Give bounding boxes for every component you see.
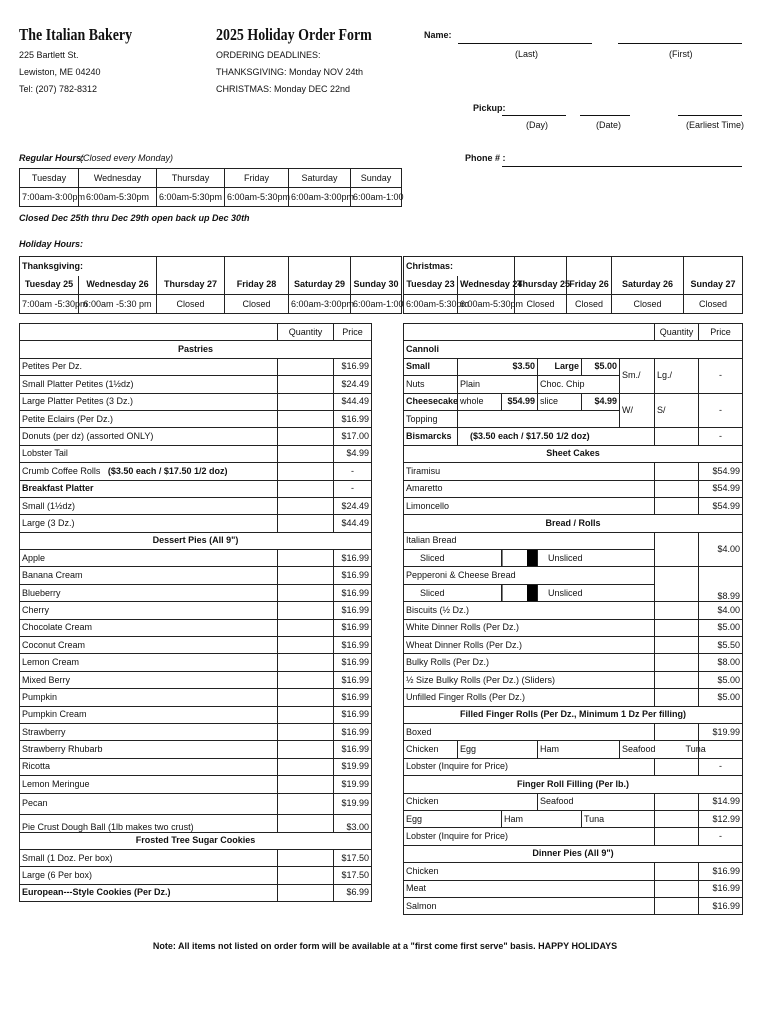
item-price: $19.99 (334, 776, 372, 793)
deadlines-label: ORDERING DEADLINES: (216, 50, 321, 60)
hours-cell: 6:00am-1:00 (351, 188, 402, 207)
item-name: Tiramisu (404, 463, 655, 480)
quantity-cell[interactable] (278, 671, 334, 688)
item-name: Bulky Rolls (Per Dz.) (404, 654, 655, 671)
quantity-cell[interactable] (278, 567, 334, 584)
quantity-cell[interactable] (655, 532, 699, 567)
quantity-cell[interactable] (278, 358, 334, 375)
last-caption: (Last) (515, 49, 539, 59)
cheesecake-whole-qty[interactable]: W/ (620, 393, 655, 428)
item-name: Lemon Meringue (20, 776, 278, 793)
quantity-cell[interactable] (655, 602, 699, 619)
item-price: - (334, 480, 372, 497)
thanksgiving-deadline: THANKSGIVING: Monday NOV 24th (216, 67, 364, 77)
item-name: Chicken (404, 863, 655, 880)
sliced-checkbox[interactable] (502, 584, 538, 601)
whole-option[interactable]: whole (458, 393, 502, 410)
item-name: Wheat Dinner Rolls (Per Dz.) (404, 637, 655, 654)
item-name: Biscuits (½ Dz.) (404, 602, 655, 619)
quantity-header: Quantity (655, 324, 699, 341)
price-header: Price (699, 324, 743, 341)
hours-cell: 6:00am-1:00 (351, 295, 402, 314)
item-price: - (699, 428, 743, 445)
item-name: Meat (404, 880, 655, 897)
item-name: Lobster Tail (20, 445, 278, 462)
item-name: Banana Cream (20, 567, 278, 584)
unsliced-option[interactable]: Unsliced (538, 584, 655, 601)
dessert-pies-header: Dessert Pies (All 9") (20, 532, 372, 549)
item-name: Small (1½dz) (20, 497, 278, 514)
item-price: $4.00 (699, 602, 743, 619)
item-name: Lemon Cream (20, 654, 278, 671)
quantity-cell[interactable] (655, 428, 699, 445)
egg-option[interactable]: Egg (458, 741, 538, 758)
item-name: Pepperoni & Cheese Bread (404, 567, 655, 584)
item-price: - (699, 358, 743, 393)
item-name: Large Platter Petites (3 Dz.) (20, 393, 278, 410)
quantity-cell[interactable] (278, 584, 334, 601)
item-price: $4.00 (699, 532, 743, 567)
regular-hours-table (19, 168, 402, 207)
item-price: $4.99 (334, 445, 372, 462)
topping-field[interactable] (458, 410, 620, 427)
item-price: $17.00 (334, 428, 372, 445)
hours-cell: Closed (225, 295, 289, 314)
day-cell: Saturday 29 (289, 276, 351, 295)
item-price: $5.50 (699, 637, 743, 654)
pickup-time-field[interactable] (678, 115, 742, 116)
cannoli-small-qty[interactable]: Sm./ (620, 358, 655, 393)
item-price: $16.99 (334, 602, 372, 619)
hours-cell: Closed (515, 295, 567, 314)
item-price: $16.99 (334, 706, 372, 723)
quantity-cell[interactable] (655, 619, 699, 636)
item-name: Small (1 Doz. Per box) (20, 849, 278, 866)
item-name: Unfilled Finger Rolls (Per Dz.) (404, 689, 655, 706)
right-order-table (403, 323, 743, 915)
thanksgiving-hours-table (19, 256, 402, 314)
item-name: Lobster (Inquire for Price) (404, 758, 655, 775)
item-price: - (699, 828, 743, 845)
item-name: Chicken (404, 793, 538, 810)
sliced-option[interactable]: Sliced (404, 550, 502, 567)
bismarcks-label: Bismarcks (404, 428, 458, 445)
christmas-deadline: CHRISTMAS: Monday DEC 22nd (216, 84, 351, 94)
day-cell: Tuesday 25 (20, 276, 79, 295)
hours-cell: Closed (684, 295, 743, 314)
item-price: $17.50 (334, 849, 372, 866)
item-price: $16.99 (699, 897, 743, 914)
hours-cell: 6:00am -5:30 pm (79, 295, 157, 314)
item-name: Crumb Coffee Rolls ($3.50 each / $17.50 1/2 doz) (20, 463, 278, 480)
quantity-cell[interactable] (655, 497, 699, 514)
item-name: Strawberry Rhubarb (20, 741, 278, 758)
pickup-label: Pickup: (473, 103, 506, 113)
company-name: The Italian Bakery (19, 25, 133, 44)
day-cell: Tuesday (20, 169, 79, 188)
item-name: Petite Eclairs (Per Dz.) (20, 410, 278, 427)
item-name: Petites Per Dz. (20, 358, 278, 375)
hours-cell: Closed (612, 295, 684, 314)
quantity-cell[interactable] (278, 410, 334, 427)
item-price: $16.99 (334, 637, 372, 654)
closed-note: Closed Dec 25th thru Dec 29th open back up Dec 30th (19, 213, 250, 223)
hours-cell: 7:00am-3:00pm (20, 188, 79, 207)
quantity-cell[interactable] (278, 550, 334, 567)
item-name: Strawberry (20, 723, 278, 740)
sheet-cakes-header: Sheet Cakes (404, 445, 743, 462)
quantity-cell[interactable] (278, 602, 334, 619)
item-name: Mixed Berry (20, 671, 278, 688)
quantity-cell[interactable] (655, 793, 699, 810)
phone-field[interactable] (502, 166, 742, 167)
pastries-header: Pastries (20, 341, 372, 358)
item-price: $54.99 (699, 497, 743, 514)
quantity-cell[interactable] (655, 689, 699, 706)
day-cell: Tuesday 23 (404, 276, 458, 295)
item-price: $16.99 (334, 723, 372, 740)
chicken-option[interactable]: Chicken (404, 741, 458, 758)
item-price: $16.99 (334, 550, 372, 567)
hours-cell: 6:00am-5:30pm (225, 188, 289, 207)
day-cell: Friday 28 (225, 276, 289, 295)
slice-price: $4.99 (582, 393, 620, 410)
bismarcks-price-note: ($3.50 each / $17.50 1/2 doz) (458, 428, 655, 445)
choc-chip-option[interactable]: Choc. Chip (538, 376, 620, 393)
sliced-checkbox[interactable] (502, 550, 538, 567)
quantity-cell[interactable] (278, 776, 334, 793)
quantity-cell[interactable] (655, 723, 699, 740)
item-price: $3.00 (334, 814, 372, 832)
day-cell: Thursday 27 (157, 276, 225, 295)
hours-cell: 7:00am -5:30pm (20, 295, 79, 314)
christmas-hours-table (403, 256, 743, 314)
quantity-cell[interactable] (278, 723, 334, 740)
cannoli-header: Cannoli (404, 341, 743, 358)
sliced-option[interactable]: Sliced (404, 584, 502, 601)
day-caption: (Day) (526, 120, 548, 130)
seafood-tuna-option[interactable]: Seafood Tuna (620, 741, 699, 758)
quantity-cell[interactable] (278, 741, 334, 758)
item-name: Apple (20, 550, 278, 567)
breakfast-platter-label: Breakfast Platter (20, 480, 278, 497)
cannoli-large: Large (538, 358, 582, 375)
whole-price: $54.99 (502, 393, 538, 410)
quantity-cell[interactable] (655, 637, 699, 654)
item-name: European---Style Cookies (Per Dz.) (20, 884, 278, 901)
item-name: Pecan (20, 793, 278, 814)
cookies-header: Frosted Tree Sugar Cookies (20, 832, 372, 849)
item-price: $16.99 (699, 863, 743, 880)
regular-hours-note: (Closed every Monday) (80, 153, 174, 163)
item-name: Boxed (404, 723, 655, 740)
item-name: Large (6 Per box) (20, 867, 278, 884)
item-price: $19.99 (334, 793, 372, 814)
item-name: ½ Size Bulky Rolls (Per Dz.) (Sliders) (404, 671, 655, 688)
day-cell: Friday 26 (567, 276, 612, 295)
item-name: Cherry (20, 602, 278, 619)
day-cell: Wednesday (79, 169, 157, 188)
left-order-table (19, 323, 372, 902)
hours-cell: Closed (157, 295, 225, 314)
item-price: - (699, 758, 743, 775)
item-name: Donuts (per dz) (assorted ONLY) (20, 428, 278, 445)
item-price: $24.49 (334, 497, 372, 514)
quantity-cell[interactable] (278, 619, 334, 636)
item-price: $44.49 (334, 515, 372, 532)
item-name: Limoncello (404, 497, 655, 514)
name-label: Name: (424, 30, 452, 40)
day-cell: Saturday 26 (612, 276, 684, 295)
quantity-cell[interactable] (278, 497, 334, 514)
quantity-cell[interactable] (655, 880, 699, 897)
pickup-date-field[interactable] (580, 115, 630, 116)
day-cell: Sunday 30 (351, 276, 402, 295)
holiday-hours-label: Holiday Hours: (19, 239, 84, 249)
company-address2: Lewiston, ME 04240 (19, 67, 101, 77)
quantity-cell[interactable] (278, 849, 334, 866)
hours-cell: 6:00am-3:00pm (289, 295, 351, 314)
filled-rolls-header: Filled Finger Rolls (Per Dz., Minimum 1 Dz Per filling) (404, 706, 743, 723)
quantity-cell[interactable] (278, 637, 334, 654)
item-name: White Dinner Rolls (Per Dz.) (404, 619, 655, 636)
item-name: Pie Crust Dough Ball (1lb makes two crust) (20, 814, 278, 832)
day-cell: Saturday (289, 169, 351, 188)
item-name: Salmon (404, 897, 655, 914)
item-name: Egg (404, 810, 502, 827)
item-price: $16.99 (334, 584, 372, 601)
quantity-cell[interactable] (655, 863, 699, 880)
quantity-cell[interactable] (278, 706, 334, 723)
item-price: $16.99 (334, 741, 372, 758)
cheesecake-slice-qty[interactable]: S/ (655, 393, 699, 428)
price-header: Price (334, 324, 372, 341)
item-name: Large (3 Dz.) (20, 515, 278, 532)
item-price: $8.99 (699, 567, 743, 602)
pickup-day-field[interactable] (502, 115, 566, 116)
item-name: Small Platter Petites (1½dz) (20, 376, 278, 393)
quantity-cell[interactable] (278, 480, 334, 497)
item-price: $5.00 (699, 671, 743, 688)
form-title: 2025 Holiday Order Form (216, 25, 372, 44)
item-name: Italian Bread (404, 532, 655, 549)
item-name: Seafood (538, 793, 655, 810)
quantity-cell[interactable] (278, 654, 334, 671)
hours-cell: 6:00am-5:30pm (404, 295, 458, 314)
earliest-caption: (Earliest Time) (686, 120, 745, 130)
nuts-option[interactable]: Nuts (404, 376, 458, 393)
item-price: $14.99 (699, 793, 743, 810)
hours-cell: 6:00am-5:30pm (79, 188, 157, 207)
item-name: Chocolate Cream (20, 619, 278, 636)
item-name: Lobster (Inquire for Price) (404, 828, 655, 845)
item-price: $16.99 (699, 880, 743, 897)
company-phone: Tel: (207) 782-8312 (19, 84, 98, 94)
topping-label: Topping (404, 410, 458, 427)
item-price: $16.99 (334, 689, 372, 706)
item-price: - (334, 463, 372, 480)
phone-label: Phone # : (465, 153, 506, 163)
cannoli-large-qty[interactable]: Lg./ (655, 358, 699, 393)
quantity-cell[interactable] (278, 428, 334, 445)
quantity-cell[interactable] (655, 758, 699, 775)
item-price: $17.50 (334, 867, 372, 884)
cannoli-small: Small (404, 358, 458, 375)
day-cell: Wednesday 26 (79, 276, 157, 295)
quantity-cell[interactable] (655, 480, 699, 497)
last-name-field[interactable] (458, 43, 592, 44)
filling-header: Finger Roll Filling (Per lb.) (404, 776, 743, 793)
quantity-cell[interactable] (655, 671, 699, 688)
item-price: $54.99 (699, 463, 743, 480)
item-price: $5.00 (699, 689, 743, 706)
quantity-cell[interactable] (655, 567, 699, 602)
day-cell: Friday (225, 169, 289, 188)
first-caption: (First) (669, 49, 693, 59)
quantity-cell[interactable] (655, 897, 699, 914)
item-price: $19.99 (334, 758, 372, 775)
item-name: Pumpkin Cream (20, 706, 278, 723)
item-price: $16.99 (334, 410, 372, 427)
item-name: Ricotta (20, 758, 278, 775)
bread-rolls-header: Bread / Rolls (404, 515, 743, 532)
item-name: Amaretto (404, 480, 655, 497)
ham-option[interactable]: Ham (538, 741, 620, 758)
item-price: $16.99 (334, 654, 372, 671)
hours-cell: Closed (567, 295, 612, 314)
item-price: $19.99 (699, 723, 743, 740)
day-cell: Thursday (157, 169, 225, 188)
quantity-header: Quantity (278, 324, 334, 341)
cannoli-small-price: $3.50 (458, 358, 538, 375)
day-cell: Sunday (351, 169, 402, 188)
thanksgiving-title: Thanksgiving: (20, 257, 157, 276)
item-name: Blueberry (20, 584, 278, 601)
item-price: $16.99 (334, 567, 372, 584)
item-price: $12.99 (699, 810, 743, 827)
quantity-cell[interactable] (655, 463, 699, 480)
quantity-cell[interactable] (278, 376, 334, 393)
item-price: $6.99 (334, 884, 372, 901)
company-address1: 225 Bartlett St. (19, 50, 79, 60)
cannoli-large-price: $5.00 (582, 358, 620, 375)
item-name: Coconut Cream (20, 637, 278, 654)
dinner-pies-header: Dinner Pies (All 9") (404, 845, 743, 862)
quantity-cell[interactable] (278, 758, 334, 775)
footer-note: Note: All items not listed on order form will be available at a "first come first serve" basis. HAPPY HOLIDAYS (152, 941, 618, 951)
quantity-cell[interactable] (278, 393, 334, 410)
item-price: $16.99 (334, 358, 372, 375)
item-price: $16.99 (334, 671, 372, 688)
hours-cell: 6:00am-5:30pm (458, 295, 515, 314)
quantity-cell[interactable] (655, 810, 699, 827)
quantity-cell[interactable] (278, 515, 334, 532)
item-name: Ham (502, 810, 582, 827)
item-price: $24.49 (334, 376, 372, 393)
unsliced-option[interactable]: Unsliced (538, 550, 655, 567)
item-name: Tuna (582, 810, 655, 827)
quantity-cell[interactable] (278, 814, 334, 832)
day-cell: Wednesday 24 (458, 276, 515, 295)
quantity-cell[interactable] (655, 654, 699, 671)
quantity-cell[interactable] (655, 828, 699, 845)
day-cell: Sunday 27 (684, 276, 743, 295)
quantity-cell[interactable] (278, 463, 334, 480)
quantity-cell[interactable] (278, 689, 334, 706)
first-name-field[interactable] (618, 43, 742, 44)
quantity-cell[interactable] (278, 445, 334, 462)
christmas-title: Christmas: (404, 257, 515, 276)
quantity-cell[interactable] (278, 793, 334, 814)
quantity-cell[interactable] (278, 867, 334, 884)
date-caption: (Date) (596, 120, 622, 130)
slice-option[interactable]: slice (538, 393, 582, 410)
item-price: $5.00 (699, 619, 743, 636)
item-price: $16.99 (334, 619, 372, 636)
day-cell: Thursday 25 (515, 276, 567, 295)
regular-hours-label: Regular Hours: (19, 153, 85, 163)
item-price: $54.99 (699, 480, 743, 497)
item-price: - (699, 393, 743, 428)
item-price: $44.49 (334, 393, 372, 410)
hours-cell: 6:00am-3:00pm (289, 188, 351, 207)
cheesecake-label: Cheesecake (404, 393, 458, 410)
plain-option[interactable]: Plain (458, 376, 538, 393)
item-price: $8.00 (699, 654, 743, 671)
item-name: Pumpkin (20, 689, 278, 706)
quantity-cell[interactable] (278, 884, 334, 901)
hours-cell: 6:00am-5:30pm (157, 188, 225, 207)
